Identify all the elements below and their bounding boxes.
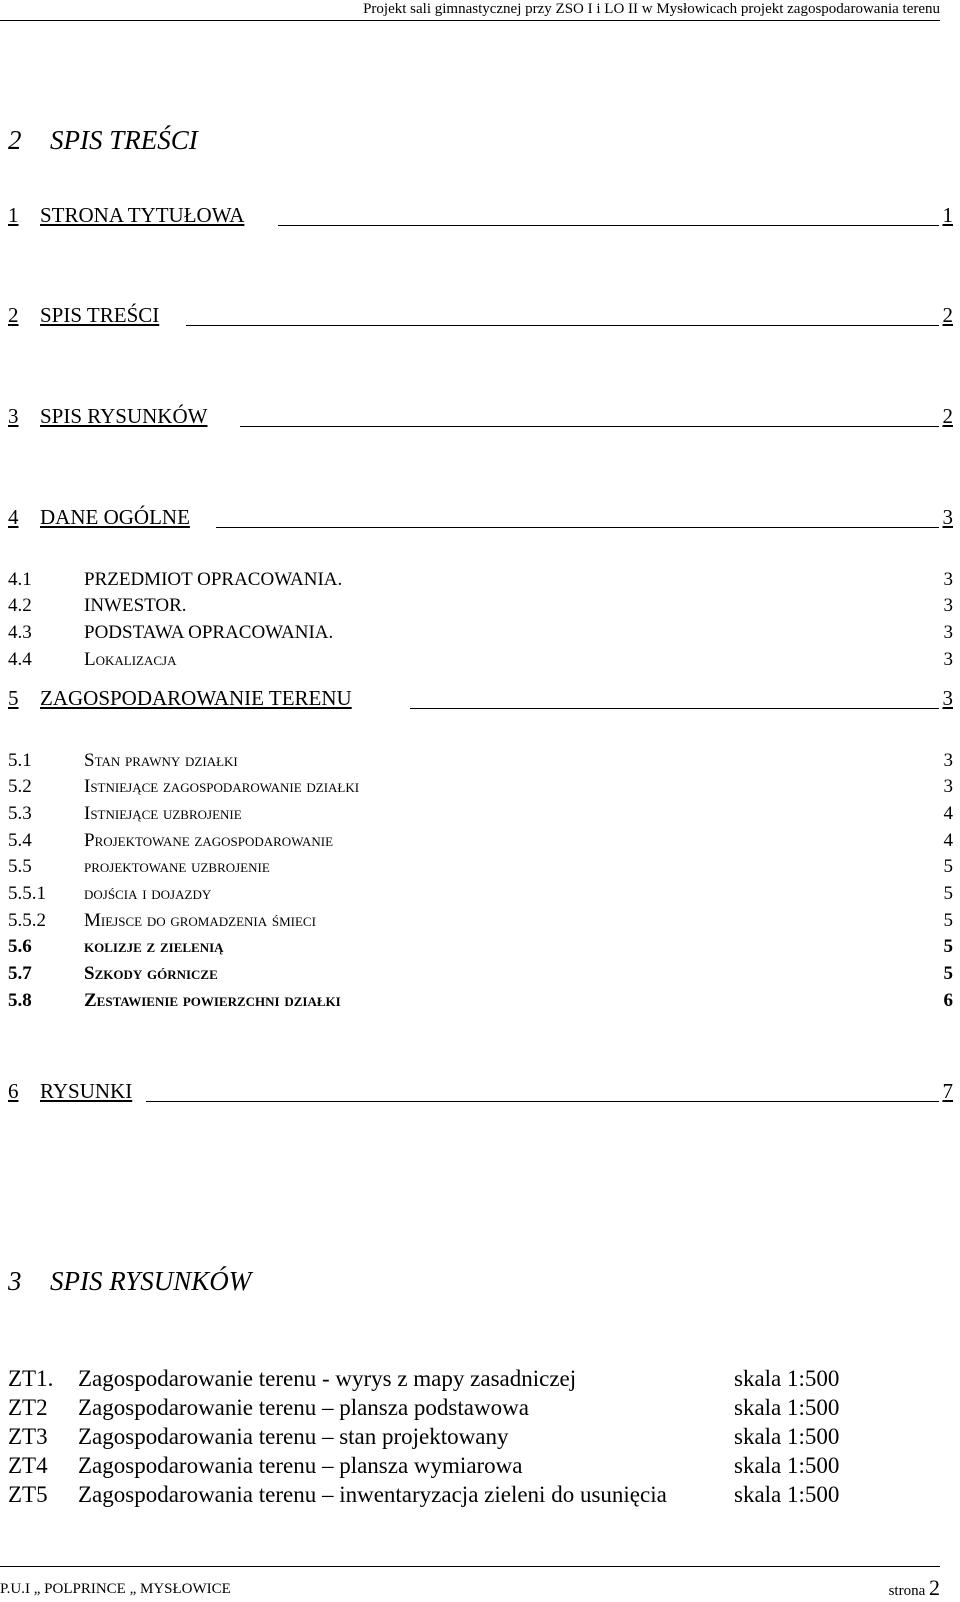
toc-subentry[interactable] — [8, 882, 953, 906]
section-heading-drawings — [8, 1265, 251, 1297]
toc-page: 3 — [942, 505, 953, 529]
toc-subentry[interactable] — [8, 935, 953, 959]
toc-title: dojścia i dojazdy — [84, 883, 212, 904]
toc-title: kolizje z zielenią — [84, 936, 224, 957]
toc-number: 4.4 — [8, 649, 32, 670]
toc-page: 3 — [943, 569, 953, 590]
toc-subentry[interactable] — [8, 829, 953, 853]
toc-number: 5.5 — [8, 856, 32, 877]
toc-subentry[interactable] — [8, 802, 953, 826]
toc-title: projektowane uzbrojenie — [84, 856, 270, 877]
drawing-code: ZT4 — [8, 1453, 48, 1478]
toc-entry[interactable] — [8, 504, 953, 530]
page-footer — [0, 1566, 940, 1602]
toc-leader — [278, 225, 939, 226]
toc-title: ZAGOSPODAROWANIE TERENU — [40, 686, 352, 710]
toc-page: 2 — [942, 404, 953, 428]
toc-number: 4.2 — [8, 595, 32, 616]
section-number: 3 — [8, 1266, 22, 1296]
toc-page: 6 — [943, 990, 953, 1011]
drawing-scale: skala 1:500 — [734, 1424, 840, 1449]
toc-entry[interactable] — [8, 1078, 953, 1104]
toc-title: SPIS RYSUNKÓW — [40, 404, 208, 428]
footer-page-label: strona — [888, 1583, 926, 1599]
toc-leader — [240, 426, 939, 427]
toc-number: 4 — [8, 505, 19, 529]
toc-number: 5.5.2 — [8, 910, 46, 931]
drawing-description: Zagospodarowania terenu – plansza wymiarowa — [78, 1453, 523, 1478]
toc-page: 3 — [943, 595, 953, 616]
toc-page: 1 — [942, 203, 953, 227]
drawing-scale: skala 1:500 — [734, 1395, 840, 1420]
drawing-description: Zagospodarowania terenu – inwentaryzacja zieleni do usunięcia — [78, 1482, 667, 1507]
section-title: SPIS TREŚCI — [50, 125, 198, 155]
toc-subentry[interactable] — [8, 648, 953, 672]
toc-title: STRONA TYTUŁOWA — [40, 203, 245, 227]
footer-page-number — [889, 1575, 940, 1601]
toc-title: DANE OGÓLNE — [40, 505, 190, 529]
toc-page: 3 — [942, 686, 953, 710]
toc-title: SPIS TREŚCI — [40, 303, 160, 327]
toc-page: 2 — [942, 303, 953, 327]
toc-page: 5 — [943, 856, 953, 877]
toc-number: 5.5.1 — [8, 883, 46, 904]
toc-number: 5.7 — [8, 963, 32, 984]
toc-page: 3 — [943, 750, 953, 771]
toc-entry[interactable] — [8, 202, 953, 228]
toc-title: Zestawienie powierzchni działki — [84, 990, 341, 1011]
toc-subentry[interactable] — [8, 568, 953, 592]
toc-leader — [186, 325, 939, 326]
toc-title: Szkody górnicze — [84, 963, 218, 984]
toc-leader — [146, 1101, 939, 1102]
toc-title: INWESTOR. — [84, 595, 187, 616]
section-number: 2 — [8, 125, 22, 155]
toc-subentry[interactable] — [8, 749, 953, 773]
toc-page: 3 — [943, 649, 953, 670]
drawing-scale: skala 1:500 — [734, 1366, 840, 1391]
section-heading-toc — [8, 124, 198, 156]
toc-number: 5.8 — [8, 990, 32, 1011]
toc-page: 5 — [943, 963, 953, 984]
toc-page: 3 — [943, 776, 953, 797]
toc-number: 5.3 — [8, 803, 32, 824]
toc-subentry[interactable] — [8, 621, 953, 645]
toc-title: Miejsce do gromadzenia śmieci — [84, 910, 316, 931]
drawing-code: ZT2 — [8, 1395, 48, 1420]
toc-number: 4.3 — [8, 622, 32, 643]
toc-number: 5 — [8, 686, 19, 710]
toc-title: RYSUNKI — [40, 1079, 133, 1103]
drawing-code: ZT3 — [8, 1424, 48, 1449]
footer-page-value: 2 — [929, 1575, 940, 1600]
toc-number: 5.4 — [8, 830, 32, 851]
toc-leader — [216, 527, 939, 528]
toc-title: Istniejące zagospodarowanie działki — [84, 776, 360, 797]
toc-number: 6 — [8, 1079, 19, 1103]
drawing-description: Zagospodarowanie terenu - wyrys z mapy zasadniczej — [78, 1366, 577, 1391]
toc-entry[interactable] — [8, 685, 953, 711]
toc-number: 1 — [8, 203, 19, 227]
toc-number: 5.2 — [8, 776, 32, 797]
toc-title: Istniejące uzbrojenie — [84, 803, 242, 824]
toc-page: 7 — [942, 1079, 953, 1103]
toc-subentry[interactable] — [8, 594, 953, 618]
toc-page: 5 — [943, 883, 953, 904]
toc-title: PODSTAWA OPRACOWANIA. — [84, 622, 334, 643]
drawing-code: ZT1. — [8, 1366, 54, 1391]
toc-page: 3 — [943, 622, 953, 643]
toc-page: 4 — [943, 803, 953, 824]
toc-subentry[interactable] — [8, 989, 953, 1013]
page-header: Projekt sali gimnastycznej przy ZSO I i LO II w Mysłowicach projekt zagospodarowania terenu — [0, 0, 940, 21]
toc-leader — [410, 708, 939, 709]
toc-number: 5.6 — [8, 936, 32, 957]
toc-number: 4.1 — [8, 569, 32, 590]
toc-title: Projektowane zagospodarowanie — [84, 830, 334, 851]
footer-company: P.U.I „ POLPRINCE „ MYSŁOWICE — [0, 1581, 231, 1597]
toc-subentry[interactable] — [8, 962, 953, 986]
drawing-description: Zagospodarowania terenu – stan projektowany — [78, 1424, 509, 1449]
drawing-description: Zagospodarowanie terenu – plansza podstawowa — [78, 1395, 529, 1420]
toc-page: 5 — [943, 910, 953, 931]
section-title: SPIS RYSUNKÓW — [50, 1266, 252, 1296]
toc-number: 5.1 — [8, 750, 32, 771]
toc-subentry[interactable] — [8, 909, 953, 933]
drawing-code: ZT5 — [8, 1482, 48, 1507]
toc-title: PRZEDMIOT OPRACOWANIA. — [84, 569, 343, 590]
toc-title: Stan prawny działki — [84, 750, 238, 771]
toc-subentry[interactable] — [8, 855, 953, 879]
toc-number: 3 — [8, 404, 19, 428]
toc-subentry[interactable] — [8, 775, 953, 799]
toc-number: 2 — [8, 303, 19, 327]
drawing-scale: skala 1:500 — [734, 1482, 840, 1507]
drawing-scale: skala 1:500 — [734, 1453, 840, 1478]
toc-page: 4 — [943, 830, 953, 851]
toc-title: Lokalizacja — [84, 649, 177, 670]
toc-entry[interactable] — [8, 302, 953, 328]
toc-entry[interactable] — [8, 403, 953, 429]
toc-page: 5 — [943, 936, 953, 957]
